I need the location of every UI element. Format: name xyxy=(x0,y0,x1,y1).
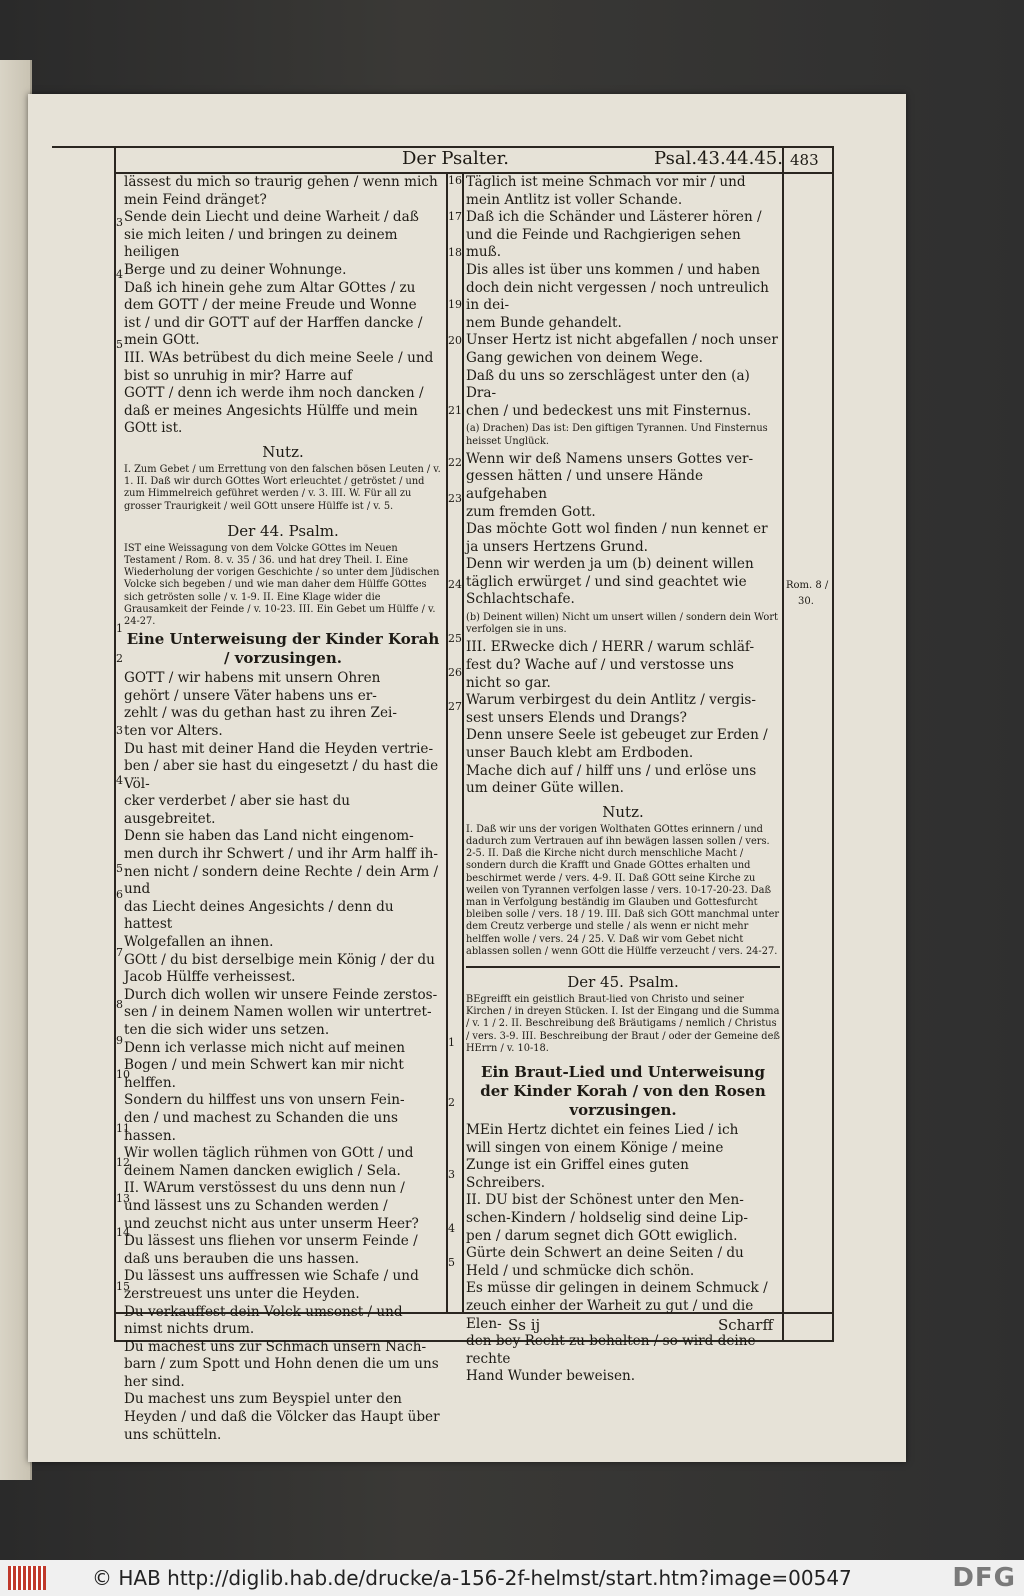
verse-number: 14 xyxy=(116,1226,130,1239)
column-divider-right xyxy=(462,172,464,1312)
verse-number: 22 xyxy=(448,456,462,469)
psalm44-title: Eine Unterweisung der Kinder Korah / vorzusingen. xyxy=(126,630,440,668)
nutz-heading-right: Nutz. xyxy=(602,802,644,821)
verse-number: 5 xyxy=(448,1256,455,1269)
verse-number: 1 xyxy=(448,1036,455,1049)
psalm45-verses: MEin Hertz dichtet ein feines Lied / ich will singen von einem Könige / meine Zunge ist ein Griffel eines guten Schreibers. II. DU bist der Schönest unter den Men- schen-Kindern / holdselig sind deine Lip- pen / darum segnet dich GOtt ewiglich. Gürte dein Schwert an deine Seiten / du Held / und schmücke dich schön. Es müsse dir gelingen in deinem Schmuck / zeuch einher der Warheit zu gut / und die Elen- den bey Recht zu behalten / so wird deine rechte Hand Wunder beweisen. xyxy=(466,1122,768,1385)
verse-number: 5 xyxy=(116,338,123,351)
verse-number: 2 xyxy=(116,652,123,665)
verse-number: 23 xyxy=(448,492,462,505)
book-page xyxy=(28,94,906,1462)
verse-number: 17 xyxy=(448,210,462,223)
verse-number: 16 xyxy=(448,174,462,187)
outer-frame-line xyxy=(832,146,834,1342)
verse-number: 1 xyxy=(116,622,123,635)
psalm44-summary: IST eine Weissagung von dem Volcke GOttes im Neuen Testament / Rom. 8. v. 35 / 36. und hat drey Theil. I. Eine Wiederholung der vorigen Geschichte / so unter dem Jüdischen Volcke sich begeben / und wie man daher dem Hülffe GOttes sich getrösten solle / v. 1-9. II. Eine Klage wider die Grausamkeit der Feinde / v. 10-23. III. Ein Gebet um Hülffe / v. 24-27. xyxy=(124,542,440,627)
nutz-text: I. Zum Gebet / um Errettung von den falschen bösen Leuten / v. 1. II. Daß wir durch GOttes Wort erleuchtet / getröstet / und zum Himmelreich geführet werden / v. 3. III. W. Für all zu grosser Traurigkeit / weil GOtt unsere Hülffe ist / v. 5. xyxy=(124,463,441,512)
right-column xyxy=(466,174,780,1386)
viewer-footer-bar xyxy=(0,1560,1024,1596)
verse-number: 2 xyxy=(448,1096,455,1109)
psalm-range: Psal.43.44.45. xyxy=(654,148,783,169)
verse-number: 3 xyxy=(116,724,123,737)
verse-number: 10 xyxy=(116,1068,130,1081)
verse-number: 24 xyxy=(448,578,462,591)
footnote-a: (a) Drachen) Das ist: Den giftigen Tyrannen. Und Finsternus heisset Unglück. xyxy=(466,423,768,447)
verse-number: 25 xyxy=(448,632,462,645)
psalm45-summary: BEgreifft ein geistlich Braut-lied von Christo und seiner Kirchen / in dreyen Stücken. I. Ist der Eingang und die Summa / v. 1 / 2. II. Beschreibung deß Bräutigams / nemlich / Christus / vers. 3-9. III. Beschreibung der Braut / oder der Gemeine deß HErrn / v. 10-18. xyxy=(466,994,780,1054)
psalm44-verses-cont3: III. ERwecke dich / HERR / warum schläf- fest du? Wache auf / und verstosse uns nicht so gar. Warum verbirgest du dein Antlitz / vergis- sest unsers Elends und Drangs? Denn unsere Seele ist gebeuget zur Erden / unser Bauch klebt am Erdboden. Mache dich auf / hilff uns / und erlöse uns um deiner Güte willen. xyxy=(466,639,768,797)
verse-number: 5 xyxy=(116,862,123,875)
verse-number: 9 xyxy=(116,1034,123,1047)
psalm45-title: Ein Braut-Lied und Unterweisung der Kinder Korah / von den Rosen vorzusingen. xyxy=(480,1063,766,1120)
dfg-logo: DFG xyxy=(952,1563,1016,1593)
nutz-heading: Nutz. xyxy=(262,442,304,461)
verse-number: 4 xyxy=(448,1222,455,1235)
psalm44-verses: GOTT / wir habens mit unsern Ohren gehört / unsere Väter habens uns er- zehlt / was du gethan hast zu ihren Zei- ten vor Alters. Du hast mit deiner Hand die Heyden vertrie- ben / aber sie hast du eingesetzt / du hast die Völ- cker verderbet / aber sie hast du ausgebreitet. Denn sie haben das Land nicht eingenom- men durch ihr Schwert / und ihr Arm halff ih- nen nicht / sondern deine Rechte / dein Arm / und das Liecht deines Angesichts / denn du hattest Wolgefallen an ihnen. GOtt / du bist derselbige mein König / der du Jacob Hülffe verheissest. Durch dich wollen wir unsere Feinde zerstos- sen / in deinem Namen wollen wir untertret- ten die sich wider uns setzen. Denn ich verlasse mich nicht auf meinen Bogen / und mein Schwert kan mir nicht helffen. Sondern du hilffest uns von unsern Fein- den / und machest zu Schanden die uns hassen. Wir wollen täglich rühmen von GOtt / und deinem Namen dancken ewiglich / Sela. II. WArum verstössest du uns denn nun / und lässest uns zu Schanden werden / und zeuchst nicht aus unter unserm Heer? Du lässest uns fliehen vor unserm Feinde / daß uns berauben die uns hassen. Du lässest uns auffressen wie Schafe / und zerstreuest uns unter die Heyden. Du verkauffest dein Volck umsonst / und nimst nichts drum. Du machest uns zur Schmach unsern Nach- barn / zum Spott und Hohn denen die um uns her sind. Du machest uns zum Beyspiel unter den Heyden / und daß die Völcker das Haupt über uns schütteln. xyxy=(124,670,440,1443)
source-url-link[interactable]: © HAB http://diglib.hab.de/drucke/a-156-2f-helmst/start.htm?image=00547 xyxy=(92,1566,852,1590)
verse-number: 18 xyxy=(448,246,462,259)
psalm44-heading: Der 44. Psalm. xyxy=(227,521,339,540)
psalm43-verses: lässest du mich so traurig gehen / wenn mich mein Feind dränget? Sende dein Liecht und deine Warheit / daß sie mich leiten / und bringen zu deinem heiligen Berge und zu deiner Wohnunge. Daß ich hinein gehe zum Altar GOttes / zu dem GOTT / der meine Freude und Wonne ist / und dir GOTT auf der Harffen dancke / mein GOtt. III. WAs betrübest du dich meine Seele / und bist so unruhig in mir? Harre auf GOTT / denn ich werde ihm noch dancken / daß er meines Angesichts Hülffe und mein GOtt ist. xyxy=(124,174,438,437)
psalm45-heading: Der 45. Psalm. xyxy=(567,973,679,992)
verse-number: 13 xyxy=(116,1192,130,1205)
page-number: 483 xyxy=(790,151,819,169)
psalm44-verses-cont2: Wenn wir deß Namens unsers Gottes ver- gessen hätten / und unsere Hände aufgehaben zum fremden Gott. Das möchte Gott wol finden / nun kennet er ja unsers Hertzens Grund. Denn wir werden ja um (b) deinent willen täglich erwürget / und sind geachtet wie Schlachtschafe. xyxy=(466,450,768,608)
footnote-b: (b) Deinent willen) Nicht um unsert willen / sondern dein Wort verfolgen sie in uns. xyxy=(466,612,778,636)
catchword: Scharff xyxy=(718,1316,774,1334)
verse-number: 3 xyxy=(448,1168,455,1181)
verse-number: 15 xyxy=(116,1280,130,1293)
verse-number: 4 xyxy=(116,268,123,281)
verse-number: 20 xyxy=(448,334,462,347)
verse-number: 21 xyxy=(448,404,462,417)
verse-number: 4 xyxy=(116,774,123,787)
verse-number: 19 xyxy=(448,298,462,311)
verse-number: 12 xyxy=(116,1156,130,1169)
verse-number: 27 xyxy=(448,700,462,713)
nutz-text-right: I. Daß wir uns der vorigen Wolthaten GOttes erinnern / und dadurch zum Vertrauen auf ihn bewägen lassen sollen / vers. 2-5. II. Daß die Kirche nicht durch menschliche Macht / sondern durch die Krafft und Gnade GOttes erhalten und beschirmet werde / vers. 4-9. II. Daß GOtt seine Kirche zu weilen von Tyrannen verfolgen lasse / vers. 10-17-20-23. Daß man in Verfolgung beständig im Glauben und Gottesfurcht bleiben solle / vers. 18 / 19. III. Daß sich GOtt manchmal unter dem Creutz verberge und stelle / als wenn er nicht mehr helffen wolle / vers. 24 / 25. V. Daß wir vom Gebet nicht ablassen sollen / wenn GOtt die Hülffe verzeucht / vers. 24-27. xyxy=(466,823,780,957)
verse-number: 6 xyxy=(116,888,123,901)
verse-number: 11 xyxy=(116,1122,130,1135)
hab-logo-icon xyxy=(8,1566,46,1590)
verse-number: 7 xyxy=(116,946,123,959)
left-column xyxy=(124,174,442,1444)
psalm44-verses-cont: Täglich ist meine Schmach vor mir / und mein Antlitz ist voller Schande. Daß ich die Schänder und Lästerer hören / und die Feinde und Rachgierigen sehen muß. Dis alles ist über uns kommen / und haben doch dein nicht vergessen / noch untreulich in dei- nem Bunde gehandelt. Unser Hertz ist nicht abgefallen / noch unser Gang gewichen von deinem Wege. Daß du uns so zerschlägest unter den (a) Dra- chen / und bedeckest uns mit Finsternus. xyxy=(466,174,778,419)
signature-mark: Ss ij xyxy=(508,1316,541,1334)
verse-number: 8 xyxy=(116,998,123,1011)
margin-reference: Rom. 8 / 30. xyxy=(786,580,829,607)
running-title: Der Psalter. xyxy=(402,148,509,169)
verse-number: 26 xyxy=(448,666,462,679)
right-frame-line xyxy=(782,146,784,1342)
verse-number: 3 xyxy=(116,216,123,229)
section-rule xyxy=(466,966,780,968)
